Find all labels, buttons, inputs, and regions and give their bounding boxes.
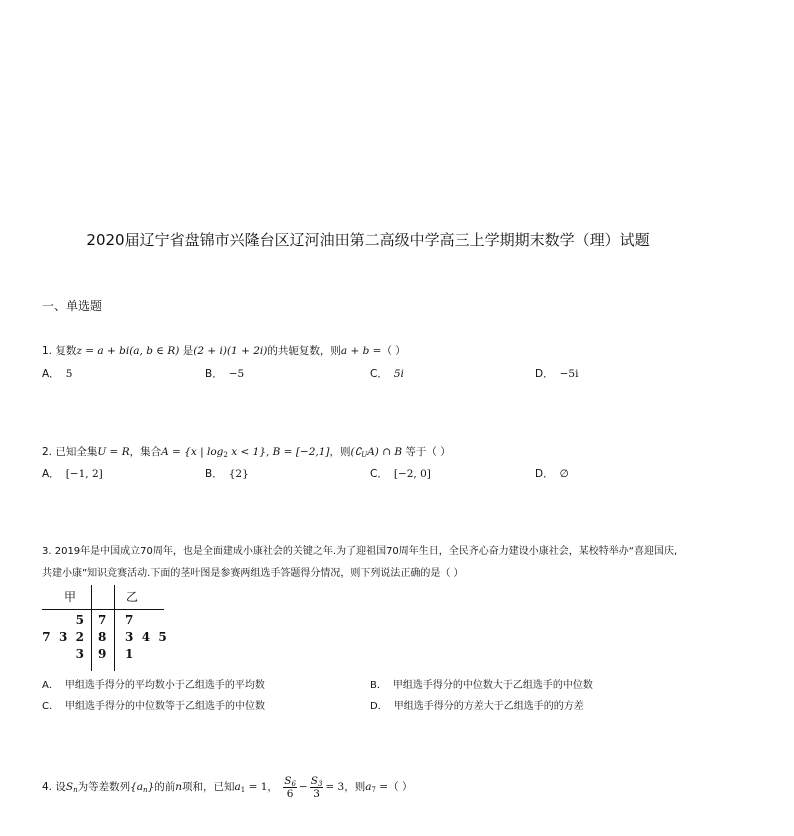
q4-fraction-s3: $\frac{S_3}{3}$ (310, 774, 323, 800)
q3-option-b: B． 甲组选手得分的中位数大于乙组选手的中位数 (370, 680, 593, 691)
q4-minus: − (298, 781, 308, 793)
q4-math-a7: a (365, 781, 372, 793)
q1-option-d: D． −5i (535, 368, 579, 380)
q2-text-4: 等于（ ） (405, 446, 451, 458)
stem-leaf-right-header: 乙 (126, 590, 139, 604)
question-1 (42, 344, 406, 358)
q2-number: 2. (42, 446, 53, 458)
q3-option-c: C． 甲组选手得分的中位数等于乙组选手的中位数 (42, 701, 265, 712)
stem-leaf-left-rule (91, 585, 92, 671)
q4-math-seq-close: } (147, 781, 155, 793)
q2-math-3: (∁ (350, 446, 362, 458)
q1-math-2: (2 + i)(1 + 2i) (193, 345, 268, 357)
q4-number: 4. (42, 781, 53, 793)
q1-number: 1. (42, 345, 53, 357)
q4-math-sub-7: 7 (371, 786, 376, 794)
q3-option-d: D． 甲组选手得分的方差大于乙组选手的的方差 (370, 701, 584, 712)
stem-leaf-right-leaves: 1 (125, 647, 134, 661)
q1-math-1: z = a + bi(a, b ∈ R) (76, 345, 180, 357)
q4-text-4: 项和，已知 (182, 781, 235, 793)
q1-text-4: （ ） (381, 345, 406, 357)
q4-text-2: 为等差数列 (77, 781, 131, 793)
q2-text-1: 已知全集 (55, 446, 98, 458)
q4-math-a1: a (234, 781, 241, 793)
section-heading: 一、单选题 (42, 299, 103, 313)
stem-leaf-stem: 9 (98, 647, 107, 661)
stem-leaf-right-rule (114, 585, 115, 671)
stem-leaf-left-leaves: 5 (75, 613, 84, 627)
q4-math-a7-eq: = (375, 781, 389, 793)
q1-math-3: a + b = (340, 345, 382, 357)
q4-text-6: ，则 (344, 781, 366, 793)
stem-leaf-plot (42, 585, 166, 675)
q4-math-s: S (65, 781, 74, 793)
q4-equals: = 3 (325, 781, 345, 793)
q1-text-3: 的共轭复数，则 (267, 345, 341, 357)
stem-leaf-left-leaves: 3 (75, 647, 84, 661)
q2-text-2: ，集合 (129, 446, 162, 458)
q2-math-sub-u: U (361, 451, 368, 459)
q4-text-1: 设 (55, 781, 66, 793)
stem-leaf-left-leaves: 7 3 2 (42, 630, 84, 644)
stem-leaf-right-leaves: 7 (125, 613, 134, 627)
q1-option-c: C． 5i (370, 368, 404, 380)
q1-text-2: 是 (182, 345, 194, 357)
q3-option-a: A． 甲组选手得分的平均数小于乙组选手的平均数 (42, 680, 265, 691)
q4-math-a1-val: = 1 (245, 781, 268, 793)
stem-leaf-header-rule (42, 609, 164, 610)
stem-leaf-right-leaves: 3 4 5 (125, 630, 167, 644)
question-2 (42, 445, 451, 459)
q2-math-1: U = R (97, 446, 130, 458)
q4-math-sub-n: n (73, 786, 78, 794)
question-3-line-2: 共建小康”知识竞赛活动.下面的茎叶图是参赛两组选手答题得分情况，则下列说法正确的是（ ） (42, 568, 464, 579)
stem-leaf-left-header: 甲 (64, 590, 77, 604)
q2-math-2b: x < 1}, B = [−2,1] (227, 446, 330, 458)
question-3-line-1: 3. 2019年是中国成立70周年，也是全面建成小康社会的关键之年.为了迎祖国70周年生日，全民齐心奋力建设小康社会，某校特举办“喜迎国庆, (42, 546, 678, 557)
page-title: 2020届辽宁省盘锦市兴隆台区辽河油田第二高级中学高三上学期期末数学（理）试题 (86, 231, 650, 249)
q1-option-a: A． 5 (42, 368, 73, 380)
q2-math-sub: 2 (223, 451, 228, 459)
q4-math-sub-1: 1 (240, 786, 246, 794)
stem-leaf-stem: 8 (98, 630, 107, 644)
q2-math-3b: A) ∩ B (367, 446, 403, 458)
q4-text-5: ， (267, 781, 278, 793)
q2-math-2a: A = {x | log (161, 446, 224, 458)
q4-text-3: 的前 (154, 781, 176, 793)
q4-math-n: n (175, 781, 183, 793)
q1-option-b: B． −5 (205, 368, 245, 380)
q4-text-7: （ ） (388, 781, 413, 793)
q2-option-a: A． [−1, 2] (42, 468, 103, 480)
q4-math-seq: {a (130, 781, 144, 793)
q2-option-d: D． ∅ (535, 468, 569, 480)
q4-math-sub-n2: n (143, 786, 148, 794)
stem-leaf-stem: 7 (98, 613, 107, 627)
q2-option-b: B． {2} (205, 468, 249, 480)
q2-option-c: C． [−2, 0] (370, 468, 431, 480)
q4-fraction-s6: $\frac{S_6}{6}$ (284, 774, 296, 800)
q2-text-3: ，则 (329, 446, 351, 458)
question-4 (42, 773, 412, 801)
q1-text-1: 复数 (55, 345, 77, 357)
